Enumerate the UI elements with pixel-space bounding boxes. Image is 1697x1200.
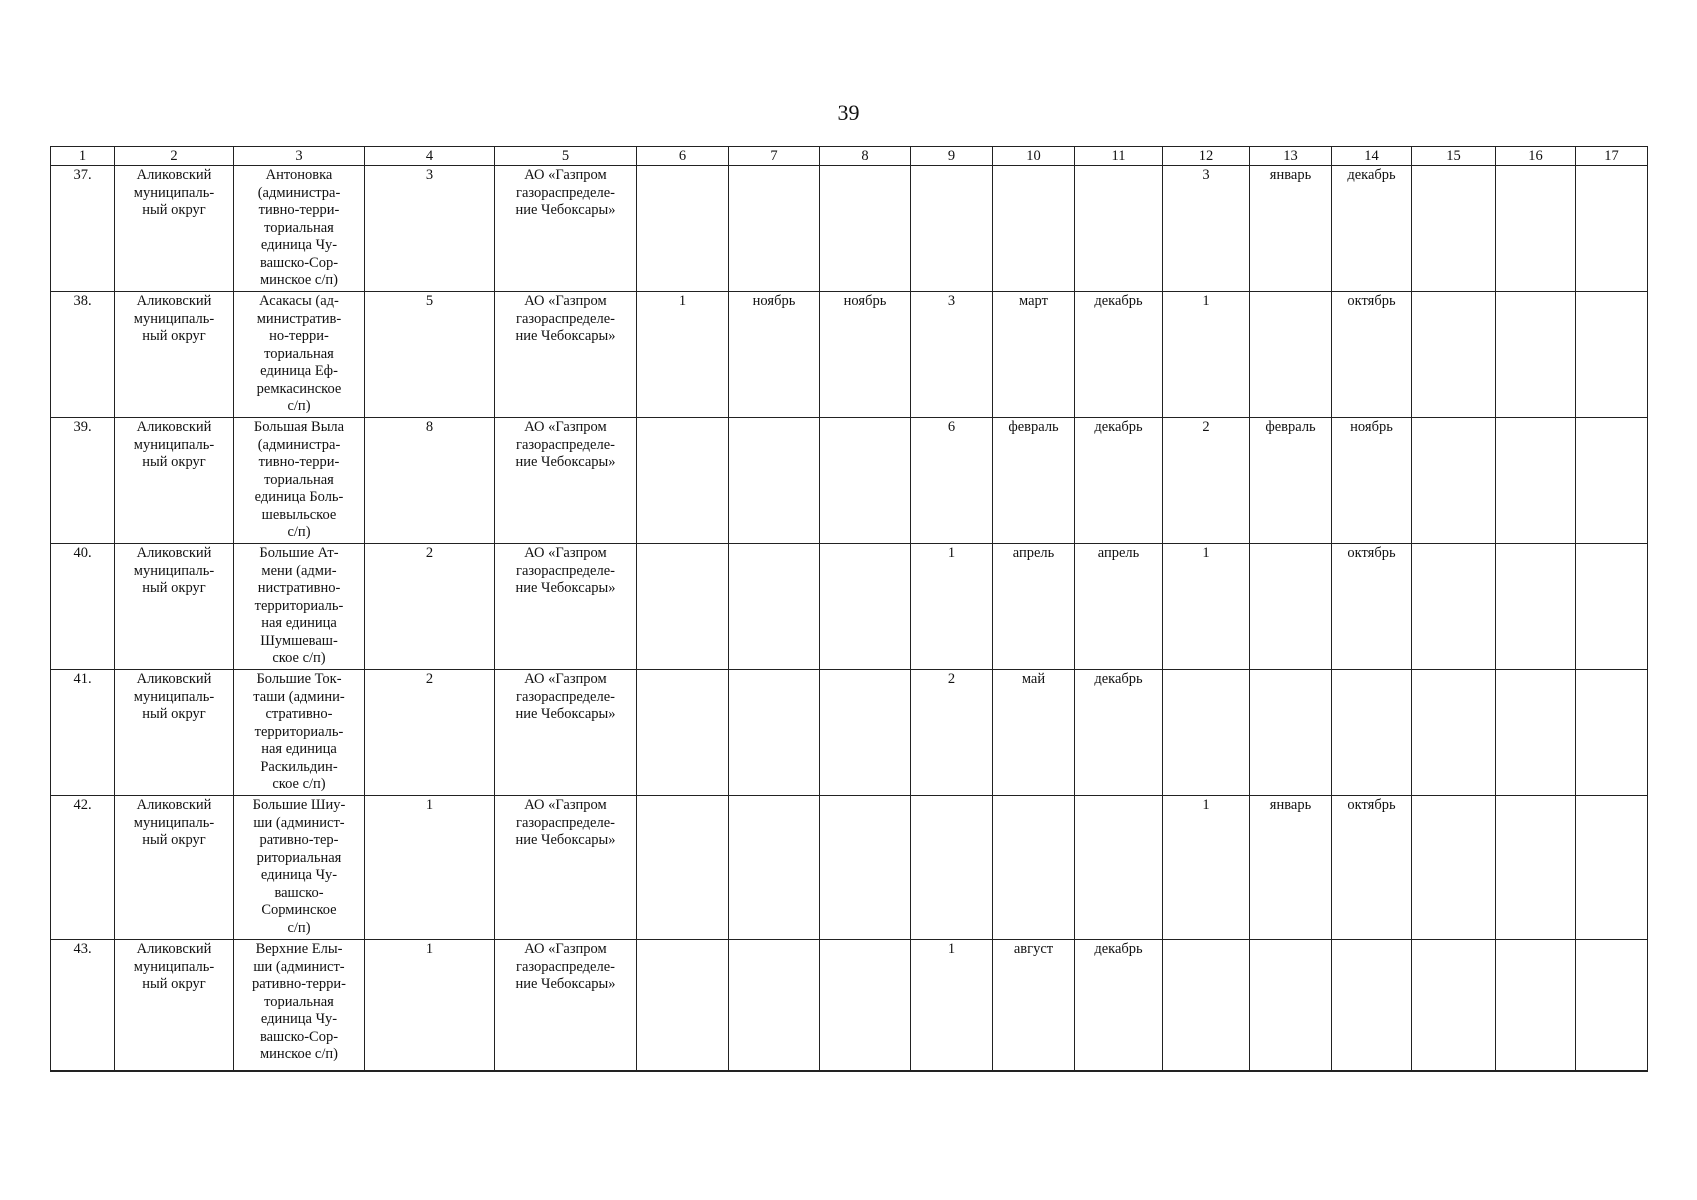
- table-cell: [234, 940, 365, 1072]
- cell-text: АО «Газпром: [524, 671, 607, 687]
- cell-text: ториальная: [264, 219, 334, 236]
- table-cell: [1332, 166, 1412, 292]
- table-cell: [51, 292, 115, 418]
- cell-text: ние Чебоксары»: [515, 454, 616, 470]
- column-header: 5: [495, 147, 637, 166]
- cell-text: АО «Газпром: [524, 167, 607, 183]
- cell-text: 43.: [73, 941, 92, 957]
- cell-text: тивно-терри-: [258, 454, 340, 470]
- cell-text: Верхние Елы-: [255, 941, 343, 957]
- cell-text: единица Боль-: [254, 489, 344, 505]
- table-cell: [495, 544, 637, 670]
- cell-text: Аликовский: [136, 167, 212, 183]
- cell-text: газораспределе-: [516, 436, 615, 453]
- cell-text: 41.: [73, 671, 92, 687]
- cell-text: ноябрь: [1350, 419, 1393, 435]
- table-cell: [234, 544, 365, 670]
- table-row: [51, 418, 1648, 544]
- cell-text: территориаль-: [254, 723, 344, 740]
- cell-text: ремкасинское: [256, 380, 342, 397]
- table-cell: [234, 670, 365, 796]
- cell-text: 1: [1202, 545, 1210, 561]
- cell-text: газораспределе-: [516, 184, 615, 201]
- table-cell: [729, 292, 820, 418]
- table-cell: [820, 166, 911, 292]
- cell-text: 2: [425, 671, 434, 687]
- cell-text: муниципаль-: [133, 814, 215, 831]
- table-cell: [1250, 940, 1332, 1072]
- table-cell: [729, 418, 820, 544]
- table-cell: [1075, 796, 1163, 940]
- cell-text: муниципаль-: [133, 958, 215, 975]
- table-cell: [495, 418, 637, 544]
- table-cell: [637, 544, 729, 670]
- table-cell: [993, 670, 1075, 796]
- table-cell: [1496, 418, 1576, 544]
- cell-text: декабрь: [1094, 941, 1143, 957]
- table-cell: [51, 940, 115, 1072]
- table-cell: [1496, 292, 1576, 418]
- cell-text: ративно-терри-: [252, 976, 346, 992]
- table-row: [51, 796, 1648, 940]
- table-cell: [820, 418, 911, 544]
- cell-text: ское с/п): [272, 776, 326, 792]
- table-cell: [911, 166, 993, 292]
- table-cell: [1075, 166, 1163, 292]
- cell-text: Сорминское: [261, 902, 337, 918]
- schedule-table: [50, 146, 1648, 1072]
- cell-text: единица Чу-: [260, 237, 338, 253]
- table-cell: [820, 796, 911, 940]
- cell-text: октябрь: [1347, 293, 1396, 309]
- cell-text: (администра-: [257, 184, 341, 201]
- cell-text: муниципаль-: [133, 310, 215, 327]
- table-cell: [1412, 544, 1496, 670]
- cell-text: ние Чебоксары»: [515, 976, 616, 992]
- table-cell: [820, 940, 911, 1072]
- cell-text: ши (админист-: [253, 958, 345, 975]
- cell-text: 3: [425, 167, 434, 183]
- table-cell: [1250, 544, 1332, 670]
- cell-text: газораспределе-: [516, 310, 615, 327]
- cell-text: территориаль-: [254, 597, 344, 614]
- table-cell: [1163, 292, 1250, 418]
- cell-text: 1: [1202, 797, 1210, 813]
- table-cell: [115, 292, 234, 418]
- cell-text: декабрь: [1094, 419, 1143, 435]
- cell-text: 37.: [73, 167, 92, 183]
- cell-text: АО «Газпром: [524, 419, 607, 435]
- cell-text: тивно-терри-: [258, 202, 340, 218]
- cell-text: Асакасы (ад-: [259, 293, 339, 309]
- cell-text: ная единица: [261, 741, 337, 757]
- table-cell: [1250, 166, 1332, 292]
- cell-text: вашско-Сор-: [259, 1028, 339, 1045]
- table-cell: [495, 166, 637, 292]
- cell-text: октябрь: [1347, 797, 1396, 813]
- cell-text: с/п): [287, 919, 311, 936]
- table-cell: [820, 292, 911, 418]
- table-cell: [1496, 166, 1576, 292]
- cell-text: 40.: [73, 545, 92, 561]
- table-cell: [911, 796, 993, 940]
- column-header: 10: [993, 147, 1075, 166]
- cell-text: (администра-: [257, 436, 341, 453]
- table-cell: [993, 166, 1075, 292]
- table-cell: [115, 940, 234, 1072]
- cell-text: ный округ: [142, 580, 206, 596]
- table-cell: [234, 796, 365, 940]
- cell-text: единица Чу-: [260, 1011, 338, 1027]
- cell-text: риториальная: [256, 849, 342, 866]
- cell-text: ный округ: [142, 832, 206, 848]
- table-cell: [495, 670, 637, 796]
- cell-text: ние Чебоксары»: [515, 832, 616, 848]
- table-cell: [365, 418, 495, 544]
- cell-text: газораспределе-: [516, 562, 615, 579]
- table-cell: [1075, 544, 1163, 670]
- cell-text: ское с/п): [272, 650, 326, 666]
- table-cell: [115, 418, 234, 544]
- cell-text: 1: [678, 293, 687, 309]
- cell-text: 3: [947, 293, 956, 309]
- cell-text: ный округ: [142, 454, 206, 470]
- table-cell: [637, 796, 729, 940]
- table-cell: [365, 940, 495, 1072]
- table-cell: [234, 292, 365, 418]
- cell-text: ториальная: [264, 345, 334, 362]
- cell-text: апрель: [1097, 545, 1140, 561]
- cell-text: 2: [1202, 419, 1210, 435]
- cell-text: но-терри-: [269, 328, 329, 344]
- table-cell: [1576, 166, 1648, 292]
- table-body: [51, 166, 1648, 1072]
- column-header: 15: [1412, 147, 1496, 166]
- cell-text: февраль: [1265, 419, 1316, 435]
- table-cell: [1576, 940, 1648, 1072]
- table-cell: [1250, 796, 1332, 940]
- table-cell: [993, 796, 1075, 940]
- table-row: [51, 544, 1648, 670]
- column-header: 11: [1075, 147, 1163, 166]
- cell-text: минское с/п): [260, 1046, 338, 1062]
- cell-text: вашско-Сор-: [259, 254, 339, 271]
- table-cell: [1412, 292, 1496, 418]
- table-cell: [365, 670, 495, 796]
- cell-text: 2: [947, 671, 956, 687]
- table-row: [51, 670, 1648, 796]
- column-header: 12: [1163, 147, 1250, 166]
- table-cell: [51, 796, 115, 940]
- header-row: [51, 147, 1648, 166]
- table-cell: [1496, 670, 1576, 796]
- cell-text: муниципаль-: [133, 436, 215, 453]
- cell-text: 6: [947, 419, 956, 435]
- table-cell: [729, 940, 820, 1072]
- cell-text: август: [1013, 941, 1054, 957]
- table-cell: [1496, 796, 1576, 940]
- table-cell: [1163, 166, 1250, 292]
- table-cell: [1576, 292, 1648, 418]
- table-cell: [637, 292, 729, 418]
- cell-text: ние Чебоксары»: [515, 580, 616, 596]
- table-cell: [637, 418, 729, 544]
- cell-text: декабрь: [1347, 167, 1396, 183]
- cell-text: мени (адми-: [261, 562, 337, 579]
- table-cell: [911, 544, 993, 670]
- cell-text: Аликовский: [136, 797, 212, 813]
- table-cell: [495, 292, 637, 418]
- table-cell: [729, 166, 820, 292]
- table-cell: [820, 544, 911, 670]
- table-row: [51, 292, 1648, 418]
- cell-text: апрель: [1012, 545, 1055, 561]
- table-cell: [729, 544, 820, 670]
- cell-text: муниципаль-: [133, 184, 215, 201]
- cell-text: Раскильдин-: [260, 758, 338, 775]
- cell-text: шевыльское: [261, 506, 337, 523]
- cell-text: АО «Газпром: [524, 545, 607, 561]
- table-cell: [993, 418, 1075, 544]
- cell-text: АО «Газпром: [524, 293, 607, 309]
- column-header: 2: [115, 147, 234, 166]
- cell-text: муниципаль-: [133, 688, 215, 705]
- table-cell: [1075, 940, 1163, 1072]
- table-cell: [495, 940, 637, 1072]
- column-header: 16: [1496, 147, 1576, 166]
- table-cell: [365, 796, 495, 940]
- cell-text: ный округ: [142, 976, 206, 992]
- cell-text: март: [1019, 293, 1048, 309]
- cell-text: ние Чебоксары»: [515, 202, 616, 218]
- cell-text: 39.: [73, 419, 92, 435]
- cell-text: ние Чебоксары»: [515, 328, 616, 344]
- cell-text: ный округ: [142, 202, 206, 218]
- table-cell: [1576, 796, 1648, 940]
- cell-text: 1: [947, 941, 956, 957]
- cell-text: декабрь: [1094, 293, 1143, 309]
- table-cell: [1250, 292, 1332, 418]
- cell-text: ный округ: [142, 328, 206, 344]
- table-cell: [1163, 544, 1250, 670]
- cell-text: ши (админист-: [253, 814, 345, 831]
- cell-text: 3: [1202, 167, 1210, 183]
- cell-text: 5: [425, 293, 434, 309]
- cell-text: октябрь: [1347, 545, 1396, 561]
- cell-text: Большие Ат-: [259, 545, 339, 561]
- cell-text: ториальная: [264, 471, 334, 488]
- cell-text: ториальная: [264, 993, 334, 1010]
- table-cell: [51, 670, 115, 796]
- table-cell: [993, 940, 1075, 1072]
- table-cell: [993, 292, 1075, 418]
- table-cell: [365, 166, 495, 292]
- table-cell: [1332, 418, 1412, 544]
- cell-text: 38.: [73, 293, 92, 309]
- cell-text: стративно-: [265, 706, 333, 722]
- cell-text: 8: [425, 419, 434, 435]
- table-header: [51, 147, 1648, 166]
- cell-text: Аликовский: [136, 941, 212, 957]
- table-cell: [820, 670, 911, 796]
- column-header: 1: [51, 147, 115, 166]
- table-cell: [1163, 940, 1250, 1072]
- table-cell: [1412, 418, 1496, 544]
- column-header: 4: [365, 147, 495, 166]
- cell-text: Аликовский: [136, 671, 212, 687]
- table-cell: [51, 544, 115, 670]
- column-header: 9: [911, 147, 993, 166]
- table-cell: [1332, 544, 1412, 670]
- table-cell: [1332, 292, 1412, 418]
- table-cell: [1163, 796, 1250, 940]
- cell-text: единица Еф-: [260, 363, 338, 379]
- table-cell: [993, 544, 1075, 670]
- cell-text: муниципаль-: [133, 562, 215, 579]
- page-number: 39: [837, 100, 860, 125]
- cell-text: с/п): [287, 398, 311, 414]
- table-cell: [1496, 544, 1576, 670]
- cell-text: январь: [1269, 797, 1312, 813]
- cell-text: ная единица: [261, 615, 337, 631]
- table-cell: [637, 670, 729, 796]
- table-cell: [1250, 670, 1332, 796]
- cell-text: ноябрь: [843, 293, 887, 309]
- column-header: 8: [820, 147, 911, 166]
- cell-text: Аликовский: [136, 293, 212, 309]
- table-cell: [1075, 670, 1163, 796]
- cell-text: министратив-: [256, 310, 342, 327]
- cell-text: ративно-тер-: [259, 832, 339, 848]
- cell-text: АО «Газпром: [524, 941, 607, 957]
- table-cell: [729, 796, 820, 940]
- cell-text: таши (админи-: [253, 688, 345, 705]
- column-header: 17: [1576, 147, 1648, 166]
- table-cell: [911, 418, 993, 544]
- table-cell: [234, 418, 365, 544]
- cell-text: Большая Выла: [253, 419, 345, 435]
- cell-text: минское с/п): [260, 272, 338, 288]
- table-cell: [1496, 940, 1576, 1072]
- cell-text: февраль: [1008, 419, 1059, 435]
- table-cell: [51, 166, 115, 292]
- table-cell: [1412, 670, 1496, 796]
- table-cell: [1075, 418, 1163, 544]
- table-cell: [1576, 670, 1648, 796]
- table-cell: [365, 544, 495, 670]
- cell-text: 1: [1202, 293, 1210, 309]
- cell-text: декабрь: [1094, 671, 1143, 687]
- cell-text: с/п): [287, 524, 311, 540]
- cell-text: АО «Газпром: [524, 797, 607, 813]
- cell-text: газораспределе-: [516, 958, 615, 975]
- cell-text: вашско-: [274, 884, 324, 901]
- table-row: [51, 166, 1648, 292]
- table-row: [51, 940, 1648, 1072]
- cell-text: январь: [1269, 167, 1312, 183]
- cell-text: Большие Шиу-: [252, 797, 346, 813]
- column-header: 7: [729, 147, 820, 166]
- table-cell: [1075, 292, 1163, 418]
- column-header: 3: [234, 147, 365, 166]
- table-cell: [51, 418, 115, 544]
- table-cell: [115, 544, 234, 670]
- cell-text: Шумшеваш-: [260, 632, 338, 649]
- table-cell: [1576, 418, 1648, 544]
- cell-text: Аликовский: [136, 545, 212, 561]
- table-cell: [115, 166, 234, 292]
- cell-text: газораспределе-: [516, 688, 615, 705]
- table-cell: [1332, 670, 1412, 796]
- table-cell: [1412, 940, 1496, 1072]
- cell-text: Большие Ток-: [256, 671, 342, 687]
- table-cell: [1163, 418, 1250, 544]
- table-cell: [637, 166, 729, 292]
- cell-text: газораспределе-: [516, 814, 615, 831]
- table-cell: [1576, 544, 1648, 670]
- cell-text: Антоновка: [265, 167, 333, 183]
- cell-text: нистративно-: [257, 580, 341, 596]
- table-cell: [1332, 940, 1412, 1072]
- table-cell: [729, 670, 820, 796]
- cell-text: Аликовский: [136, 419, 212, 435]
- cell-text: май: [1021, 671, 1046, 687]
- table-cell: [495, 796, 637, 940]
- table-cell: [365, 292, 495, 418]
- cell-text: ние Чебоксары»: [515, 706, 616, 722]
- cell-text: единица Чу-: [260, 867, 338, 883]
- cell-text: 2: [425, 545, 434, 561]
- table-cell: [1412, 796, 1496, 940]
- table-cell: [115, 796, 234, 940]
- table-cell: [637, 940, 729, 1072]
- cell-text: 42.: [73, 797, 92, 813]
- table-cell: [1250, 418, 1332, 544]
- table-cell: [234, 166, 365, 292]
- table-cell: [1412, 166, 1496, 292]
- cell-text: ноябрь: [752, 293, 796, 309]
- table-cell: [115, 670, 234, 796]
- cell-text: 1: [425, 941, 434, 957]
- column-header: 13: [1250, 147, 1332, 166]
- table-cell: [1332, 796, 1412, 940]
- table-cell: [911, 940, 993, 1072]
- cell-text: 1: [947, 545, 956, 561]
- table-cell: [911, 670, 993, 796]
- column-header: 6: [637, 147, 729, 166]
- cell-text: ный округ: [142, 706, 206, 722]
- cell-text: 1: [425, 797, 434, 813]
- column-header: 14: [1332, 147, 1412, 166]
- table-cell: [911, 292, 993, 418]
- table-cell: [1163, 670, 1250, 796]
